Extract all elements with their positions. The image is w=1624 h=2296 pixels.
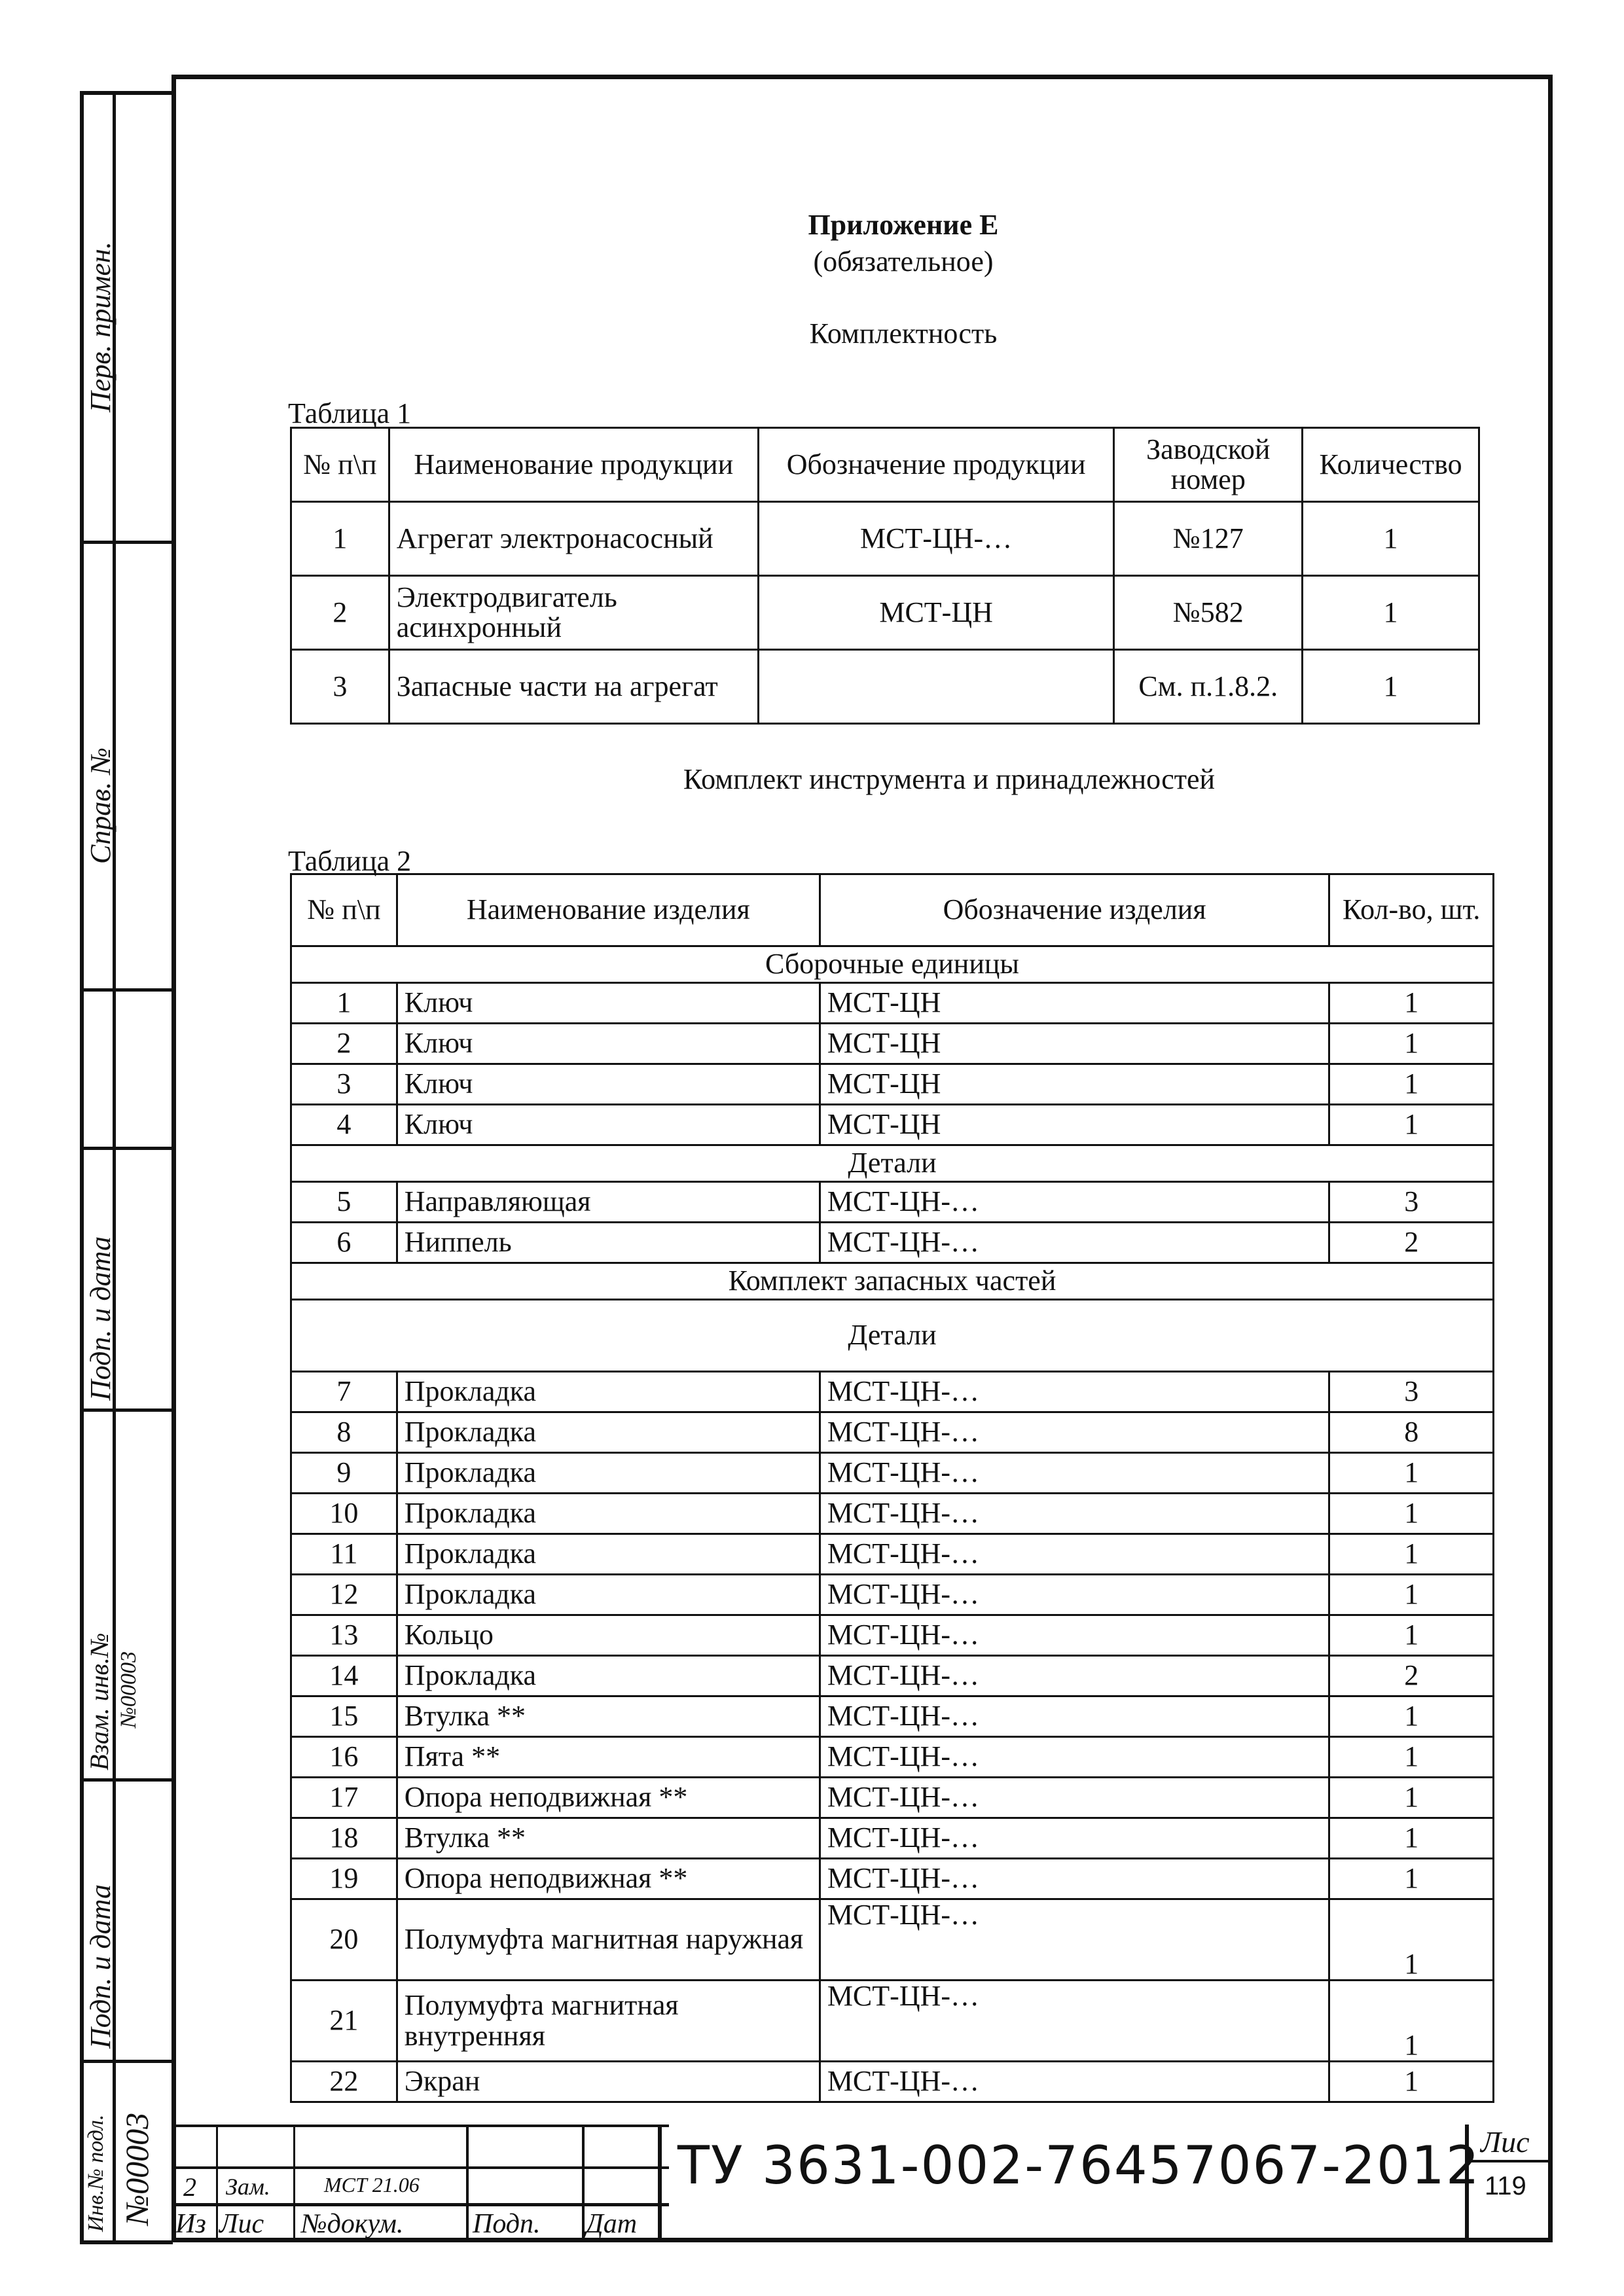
table2-cell: МСТ-ЦН-… <box>820 2062 1329 2102</box>
table2-cell: 14 <box>291 1656 397 1696</box>
table1-header-cell: Обозначение продукции <box>758 428 1114 502</box>
table2-cell: МСТ-ЦН-… <box>820 1981 1329 2062</box>
table2-cell: Прокладка <box>397 1412 820 1453</box>
table2-caption: Таблица 2 <box>288 845 412 877</box>
table2-section-row <box>291 946 1494 983</box>
column-label-iz: Из <box>175 2209 206 2239</box>
table2-cell: 1 <box>1329 1615 1494 1656</box>
table1-row <box>291 650 1479 724</box>
table2-cell: Кольцо <box>397 1615 820 1656</box>
table2-row <box>291 1372 1494 1412</box>
table1-cell: Электродвигатель асинхронный <box>389 576 758 650</box>
table2-cell: 1 <box>1329 983 1494 1024</box>
table2-header-row <box>291 874 1494 946</box>
table1-row <box>291 502 1479 576</box>
table2-cell: МСТ-ЦН <box>820 1105 1329 1145</box>
table2-cell: Прокладка <box>397 1372 820 1412</box>
table2-cell: Ниппель <box>397 1223 820 1263</box>
table1-cell: 1 <box>291 502 389 576</box>
column-label-date: Дат <box>586 2209 638 2239</box>
table2-row <box>291 1024 1494 1064</box>
table1-header-cell: Количество <box>1303 428 1479 502</box>
table2-cell: 1 <box>1329 1575 1494 1615</box>
table1-cell: См. п.1.8.2. <box>1114 650 1303 724</box>
table1-cell: №582 <box>1114 576 1303 650</box>
title-block-line <box>216 2125 218 2242</box>
table2-row <box>291 1494 1494 1534</box>
table1-cell: №127 <box>1114 502 1303 576</box>
table2-cell: 8 <box>1329 1412 1494 1453</box>
table2-cell: МСТ-ЦН-… <box>820 1412 1329 1453</box>
table2-cell: 3 <box>1329 1182 1494 1223</box>
appendix-title: Приложение Е <box>808 209 999 241</box>
table2-section-title: Детали <box>291 1300 1494 1372</box>
table2-cell: 1 <box>1329 1899 1494 1981</box>
table2-section-row <box>291 1300 1494 1372</box>
table2-cell: 1 <box>1329 1024 1494 1064</box>
change-document: МСТ 21.06 <box>324 2173 420 2197</box>
table2-cell: 1 <box>291 983 397 1024</box>
document-code: ТУ 3631-002-76457067-2012 <box>677 2135 1481 2196</box>
sheet-number: 119 <box>1485 2172 1526 2200</box>
table1-cell: 1 <box>1303 650 1479 724</box>
table2-cell: 1 <box>1329 1064 1494 1105</box>
table1-cell: 1 <box>1303 502 1479 576</box>
table2-section-row <box>291 1145 1494 1182</box>
table1-header-cell: № п\п <box>291 428 389 502</box>
table1-header-row <box>291 428 1479 502</box>
title-block-line <box>658 2125 662 2242</box>
table1-cell: 1 <box>1303 576 1479 650</box>
table2-cell: Опора неподвижная ** <box>397 1778 820 1818</box>
column-label-list: Лис <box>219 2209 264 2239</box>
appendix-note: (обязательное) <box>813 245 994 278</box>
title-block-line <box>171 2203 669 2206</box>
column-label-docnum: №докум. <box>301 2209 404 2239</box>
table2-row <box>291 1182 1494 1223</box>
table1-cell <box>758 650 1114 724</box>
table2-cell: 18 <box>291 1818 397 1859</box>
table2-header-cell: Наименование изделия <box>397 874 820 946</box>
table2-row <box>291 1223 1494 1263</box>
table2-cell: МСТ-ЦН-… <box>820 1223 1329 1263</box>
table2-cell: 20 <box>291 1899 397 1981</box>
side-label-vzam-inv: Взам. инв.№ <box>84 1632 114 1770</box>
sheet-label: Лис <box>1481 2125 1530 2159</box>
table2-row <box>291 1981 1494 2062</box>
table2-cell: Направляющая <box>397 1182 820 1223</box>
table2-row <box>291 1615 1494 1656</box>
table2-row <box>291 1778 1494 1818</box>
side-value-inv-podl: №00003 <box>118 2112 155 2225</box>
table2-cell: 1 <box>1329 1981 1494 2062</box>
table2-cell: Экран <box>397 2062 820 2102</box>
table2-cell: 8 <box>291 1412 397 1453</box>
table2-row <box>291 1534 1494 1575</box>
table2-cell: 11 <box>291 1534 397 1575</box>
table2-row <box>291 1656 1494 1696</box>
table2-cell: 19 <box>291 1859 397 1899</box>
table2-cell: 12 <box>291 1575 397 1615</box>
side-label-podp-data: Подп. и дата <box>84 1236 117 1401</box>
table2-header-cell: Обозначение изделия <box>820 874 1329 946</box>
table2-cell: МСТ-ЦН-… <box>820 1696 1329 1737</box>
table2-cell: 6 <box>291 1223 397 1263</box>
side-label-sprav-no: Справ. № <box>84 747 117 864</box>
title-block-line <box>171 2125 669 2127</box>
table2-cell: Опора неподвижная ** <box>397 1859 820 1899</box>
table2-cell: Ключ <box>397 1024 820 1064</box>
table1-header-cell: Заводской номер <box>1114 428 1303 502</box>
table2-section-title: Детали <box>291 1145 1494 1182</box>
table2-cell: МСТ-ЦН-… <box>820 1737 1329 1778</box>
table2-cell: Прокладка <box>397 1575 820 1615</box>
table2-cell: 1 <box>1329 1778 1494 1818</box>
table2-cell: 10 <box>291 1494 397 1534</box>
table2-cell: 3 <box>1329 1372 1494 1412</box>
table2-cell: Втулка ** <box>397 1696 820 1737</box>
table1 <box>290 427 1480 725</box>
table2-cell: 4 <box>291 1105 397 1145</box>
table1-cell: Агрегат электронасосный <box>389 502 758 576</box>
table2-cell: Втулка ** <box>397 1818 820 1859</box>
table2-cell: МСТ-ЦН-… <box>820 1372 1329 1412</box>
table1-cell: Запасные части на агрегат <box>389 650 758 724</box>
table2-row <box>291 1575 1494 1615</box>
table2-cell: МСТ-ЦН <box>820 1024 1329 1064</box>
table2-cell: 15 <box>291 1696 397 1737</box>
table2-cell: МСТ-ЦН-… <box>820 1656 1329 1696</box>
table2-cell: 1 <box>1329 1737 1494 1778</box>
section-title: Комплектность <box>809 317 998 350</box>
side-stamp-separator <box>80 988 173 992</box>
table1-cell: 2 <box>291 576 389 650</box>
table2-cell: Прокладка <box>397 1494 820 1534</box>
table2-cell: 1 <box>1329 1494 1494 1534</box>
side-label-inv-podl: Инв.№ подл. <box>84 2114 108 2232</box>
table2-cell: МСТ-ЦН-… <box>820 1859 1329 1899</box>
side-stamp-separator <box>80 2060 173 2063</box>
table2-row <box>291 1064 1494 1105</box>
table2-cell: Прокладка <box>397 1656 820 1696</box>
title-block-line <box>582 2125 585 2242</box>
table2-cell: 3 <box>291 1064 397 1105</box>
side-stamp-separator <box>80 1147 173 1150</box>
table2-row <box>291 1696 1494 1737</box>
table2-cell: 1 <box>1329 1453 1494 1494</box>
table2-cell: МСТ-ЦН-… <box>820 1778 1329 1818</box>
table2-cell: 5 <box>291 1182 397 1223</box>
table2-cell: МСТ-ЦН-… <box>820 1899 1329 1981</box>
table2-row <box>291 1859 1494 1899</box>
table2-cell: 16 <box>291 1737 397 1778</box>
table1-caption: Таблица 1 <box>288 397 412 429</box>
table2-row <box>291 1818 1494 1859</box>
table2-row <box>291 1105 1494 1145</box>
table2-section-title: Комплект запасных частей <box>291 1263 1494 1300</box>
table2-cell: 1 <box>1329 2062 1494 2102</box>
table2-cell: МСТ-ЦН <box>820 983 1329 1024</box>
table2-section-title: Сборочные единицы <box>291 946 1494 983</box>
table1-cell: 3 <box>291 650 389 724</box>
table2-cell: Ключ <box>397 983 820 1024</box>
table1-cell: МСТ-ЦН <box>758 576 1114 650</box>
title-block-line <box>293 2125 295 2242</box>
kit-subtitle: Комплект инструмента и принадлежностей <box>683 763 1216 795</box>
table2-cell: 13 <box>291 1615 397 1656</box>
side-label-perv-primen: Перв. примен. <box>84 242 117 412</box>
table2-cell: МСТ-ЦН-… <box>820 1818 1329 1859</box>
table2-row <box>291 983 1494 1024</box>
table2-cell: МСТ-ЦН-… <box>820 1615 1329 1656</box>
table2-cell: 2 <box>291 1024 397 1064</box>
table2-cell: 1 <box>1329 1105 1494 1145</box>
table2-cell: МСТ-ЦН-… <box>820 1575 1329 1615</box>
table2-section-row <box>291 1263 1494 1300</box>
side-label-podp-data-2: Подп. и дата <box>84 1884 117 2049</box>
table2-cell: МСТ-ЦН <box>820 1064 1329 1105</box>
table1-cell: МСТ-ЦН-… <box>758 502 1114 576</box>
table2-cell: МСТ-ЦН-… <box>820 1182 1329 1223</box>
table2-row <box>291 1737 1494 1778</box>
table2-cell: 1 <box>1329 1534 1494 1575</box>
table2-cell: 1 <box>1329 1696 1494 1737</box>
change-number: 2 <box>183 2172 196 2202</box>
table2-cell: 17 <box>291 1778 397 1818</box>
table2-cell: Ключ <box>397 1064 820 1105</box>
change-type: Зам. <box>226 2174 270 2200</box>
table1-row <box>291 576 1479 650</box>
table2-cell: МСТ-ЦН-… <box>820 1494 1329 1534</box>
table2-cell: Прокладка <box>397 1453 820 1494</box>
table2-header-cell: № п\п <box>291 874 397 946</box>
column-label-podp: Подп. <box>473 2209 541 2239</box>
side-stamp-separator <box>80 1408 173 1412</box>
table2-cell: 1 <box>1329 1818 1494 1859</box>
table2-cell: 22 <box>291 2062 397 2102</box>
side-stamp-separator <box>80 541 173 544</box>
table2-cell: 21 <box>291 1981 397 2062</box>
table2-row <box>291 1899 1494 1981</box>
title-block-line <box>171 2166 669 2169</box>
table2-cell: Прокладка <box>397 1534 820 1575</box>
table2-row <box>291 1453 1494 1494</box>
table2-cell: Ключ <box>397 1105 820 1145</box>
table1-header-cell: Наименование продукции <box>389 428 758 502</box>
table2-cell: Полумуфта магнитная наружная <box>397 1899 820 1981</box>
table2-cell: МСТ-ЦН-… <box>820 1453 1329 1494</box>
table2-cell: Пята ** <box>397 1737 820 1778</box>
table2-row <box>291 2062 1494 2102</box>
side-stamp-separator <box>80 1778 173 1782</box>
side-value-vzam-inv: №00003 <box>117 1651 141 1728</box>
table2-cell: 1 <box>1329 1859 1494 1899</box>
table2-cell: 7 <box>291 1372 397 1412</box>
table2-cell: 2 <box>1329 1656 1494 1696</box>
table2-cell: Полумуфта магнитная внутренняя <box>397 1981 820 2062</box>
table2-header-cell: Кол-во, шт. <box>1329 874 1494 946</box>
title-block-line <box>466 2125 469 2242</box>
table2-cell: 2 <box>1329 1223 1494 1263</box>
table2-cell: МСТ-ЦН-… <box>820 1534 1329 1575</box>
table2-row <box>291 1412 1494 1453</box>
table2 <box>290 873 1494 2103</box>
table2-cell: 9 <box>291 1453 397 1494</box>
